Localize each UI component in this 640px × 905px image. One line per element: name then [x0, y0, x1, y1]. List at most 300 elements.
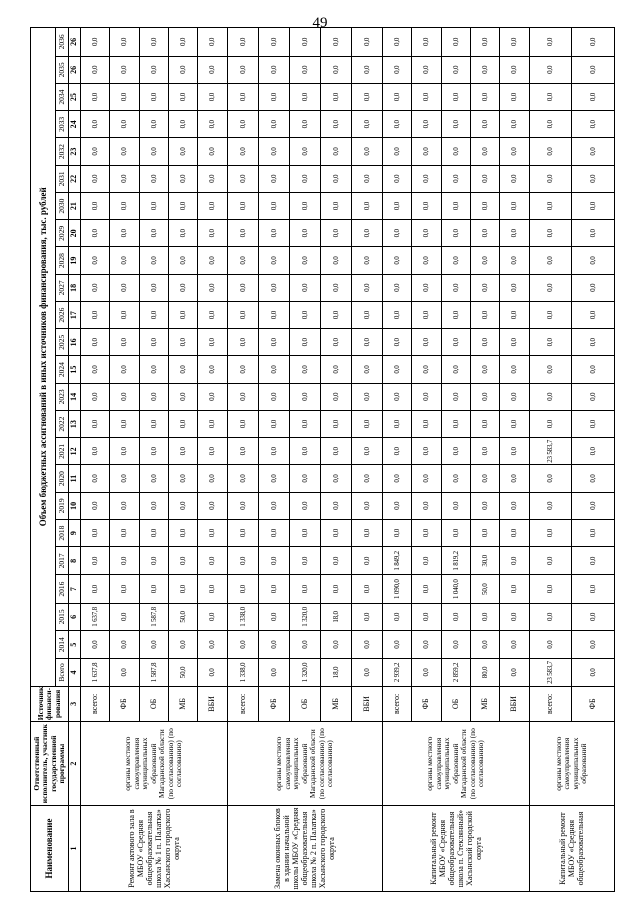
- total-cell: 0,0: [110, 659, 139, 686]
- value-cell: 0,0: [471, 465, 500, 492]
- value-cell: 0,0: [572, 247, 615, 274]
- header-year: 2019: [56, 492, 69, 519]
- value-cell: 0,0: [110, 165, 139, 192]
- value-cell: 0,0: [198, 631, 227, 659]
- value-cell: 0,0: [529, 410, 571, 437]
- value-cell: 0,0: [198, 410, 227, 437]
- source-cell: ФБ: [412, 686, 441, 722]
- value-cell: 50,0: [169, 603, 198, 630]
- value-cell: 0,0: [289, 28, 320, 57]
- value-cell: 0,0: [289, 301, 320, 328]
- value-cell: 0,0: [110, 56, 139, 83]
- program-name-cell: Ремонт актового зала в МБОУ «Средняя общеобразовательная школа № 1 п. Палатка» Хасынского городского округа: [81, 806, 228, 892]
- value-cell: 0,0: [198, 465, 227, 492]
- value-cell: 0,0: [351, 83, 382, 110]
- value-cell: 0,0: [110, 192, 139, 219]
- value-cell: 0,0: [529, 301, 571, 328]
- value-cell: 0,0: [139, 165, 168, 192]
- source-cell: ФБ: [258, 686, 289, 722]
- value-cell: 0,0: [572, 631, 615, 659]
- value-cell: 0,0: [500, 465, 529, 492]
- value-cell: 0,0: [320, 56, 351, 83]
- value-cell: 0,0: [572, 301, 615, 328]
- value-cell: 0,0: [81, 28, 110, 57]
- header-year: 2032: [56, 138, 69, 165]
- value-cell: 0,0: [169, 575, 198, 603]
- total-cell: 0,0: [258, 659, 289, 686]
- value-cell: 0,0: [139, 575, 168, 603]
- header-year: 2035: [56, 56, 69, 83]
- value-cell: 0,0: [81, 165, 110, 192]
- value-cell: 1 587,8: [139, 603, 168, 630]
- value-cell: 0,0: [289, 575, 320, 603]
- value-cell: 0,0: [529, 274, 571, 301]
- header-year: 2027: [56, 274, 69, 301]
- value-cell: 0,0: [383, 138, 412, 165]
- total-cell: 2 939,2: [383, 659, 412, 686]
- value-cell: 0,0: [529, 465, 571, 492]
- value-cell: 0,0: [383, 329, 412, 356]
- value-cell: 0,0: [500, 631, 529, 659]
- total-cell: 0,0: [351, 659, 382, 686]
- header-year: 2017: [56, 547, 69, 575]
- column-number: 18: [69, 274, 81, 301]
- value-cell: 0,0: [258, 301, 289, 328]
- value-cell: 0,0: [529, 165, 571, 192]
- column-number: 16: [69, 329, 81, 356]
- value-cell: 0,0: [500, 410, 529, 437]
- value-cell: 0,0: [441, 247, 470, 274]
- value-cell: 0,0: [351, 492, 382, 519]
- value-cell: 0,0: [289, 383, 320, 410]
- value-cell: 0,0: [169, 83, 198, 110]
- value-cell: 0,0: [139, 274, 168, 301]
- header-year: 2018: [56, 519, 69, 546]
- table-row: [81, 28, 110, 892]
- value-cell: 0,0: [441, 301, 470, 328]
- value-cell: 0,0: [351, 547, 382, 575]
- value-cell: 0,0: [412, 192, 441, 219]
- value-cell: 0,0: [441, 83, 470, 110]
- column-number: 9: [69, 519, 81, 546]
- value-cell: 0,0: [572, 329, 615, 356]
- total-cell: 0,0: [572, 659, 615, 686]
- value-cell: 0,0: [320, 111, 351, 138]
- value-cell: 0,0: [441, 28, 470, 57]
- value-cell: 0,0: [110, 329, 139, 356]
- value-cell: 0,0: [500, 165, 529, 192]
- value-cell: 1 338,0: [227, 603, 258, 630]
- value-cell: 0,0: [198, 383, 227, 410]
- source-cell: ВБИ: [500, 686, 529, 722]
- value-cell: 0,0: [529, 356, 571, 383]
- header-year: 2034: [56, 83, 69, 110]
- value-cell: 0,0: [572, 438, 615, 465]
- value-cell: 0,0: [529, 547, 571, 575]
- value-cell: 0,0: [139, 465, 168, 492]
- responsible-cell: органы местного самоуправления муниципальных образований Магаданской области (по согласованию) (по согласованию): [227, 722, 382, 806]
- value-cell: 0,0: [351, 247, 382, 274]
- value-cell: 0,0: [441, 465, 470, 492]
- header-year: 2026: [56, 301, 69, 328]
- value-cell: 0,0: [412, 603, 441, 630]
- value-cell: 0,0: [289, 329, 320, 356]
- value-cell: 0,0: [81, 247, 110, 274]
- column-number: 13: [69, 410, 81, 437]
- source-cell: ФБ: [110, 686, 139, 722]
- value-cell: 0,0: [258, 547, 289, 575]
- value-cell: 0,0: [412, 165, 441, 192]
- value-cell: 0,0: [198, 220, 227, 247]
- value-cell: 0,0: [351, 410, 382, 437]
- value-cell: 0,0: [572, 410, 615, 437]
- value-cell: 0,0: [227, 329, 258, 356]
- value-cell: 0,0: [81, 111, 110, 138]
- value-cell: 0,0: [412, 438, 441, 465]
- table-row: [383, 28, 412, 892]
- total-cell: 1 587,8: [139, 659, 168, 686]
- source-cell: ВБИ: [351, 686, 382, 722]
- value-cell: 0,0: [351, 465, 382, 492]
- source-cell: МБ: [320, 686, 351, 722]
- value-cell: 0,0: [383, 603, 412, 630]
- value-cell: 0,0: [500, 356, 529, 383]
- value-cell: 0,0: [320, 301, 351, 328]
- value-cell: 0,0: [169, 301, 198, 328]
- value-cell: 0,0: [81, 465, 110, 492]
- value-cell: 0,0: [169, 356, 198, 383]
- source-cell: ФБ: [572, 686, 615, 722]
- column-numbers-row: [69, 28, 81, 892]
- value-cell: 0,0: [227, 56, 258, 83]
- value-cell: 0,0: [169, 465, 198, 492]
- value-cell: 0,0: [258, 83, 289, 110]
- value-cell: 0,0: [471, 28, 500, 57]
- value-cell: 0,0: [110, 603, 139, 630]
- value-cell: 0,0: [169, 165, 198, 192]
- value-cell: 0,0: [81, 83, 110, 110]
- responsible-cell: органы местного самоуправления муниципальных образований: [529, 722, 614, 806]
- value-cell: 0,0: [169, 28, 198, 57]
- value-cell: 0,0: [383, 83, 412, 110]
- value-cell: 0,0: [383, 383, 412, 410]
- total-cell: 2 859,2: [441, 659, 470, 686]
- value-cell: 0,0: [412, 631, 441, 659]
- value-cell: 0,0: [412, 356, 441, 383]
- value-cell: 0,0: [471, 438, 500, 465]
- value-cell: 0,0: [572, 111, 615, 138]
- value-cell: 0,0: [441, 492, 470, 519]
- value-cell: 0,0: [500, 603, 529, 630]
- header-responsible: Ответственный исполнитель, участник государственной программы: [31, 722, 69, 806]
- value-cell: 0,0: [227, 631, 258, 659]
- value-cell: 0,0: [139, 356, 168, 383]
- value-cell: 0,0: [289, 111, 320, 138]
- value-cell: 0,0: [110, 301, 139, 328]
- value-cell: 0,0: [110, 492, 139, 519]
- value-cell: 0,0: [529, 56, 571, 83]
- value-cell: 0,0: [351, 165, 382, 192]
- value-cell: 0,0: [351, 56, 382, 83]
- value-cell: 0,0: [471, 83, 500, 110]
- value-cell: 0,0: [110, 547, 139, 575]
- value-cell: 0,0: [383, 220, 412, 247]
- value-cell: 0,0: [139, 247, 168, 274]
- value-cell: 0,0: [441, 220, 470, 247]
- value-cell: 0,0: [110, 83, 139, 110]
- responsible-cell: органы местного самоуправления муниципальных образований Магаданской области (по согласованию) (по согласованию): [81, 722, 228, 806]
- value-cell: 0,0: [258, 28, 289, 57]
- value-cell: 0,0: [500, 383, 529, 410]
- value-cell: 30,0: [471, 547, 500, 575]
- value-cell: 0,0: [81, 56, 110, 83]
- value-cell: 0,0: [289, 138, 320, 165]
- value-cell: 0,0: [383, 165, 412, 192]
- value-cell: 0,0: [289, 492, 320, 519]
- column-number: 24: [69, 111, 81, 138]
- value-cell: 0,0: [320, 329, 351, 356]
- value-cell: 0,0: [258, 410, 289, 437]
- value-cell: 0,0: [81, 220, 110, 247]
- value-cell: 0,0: [289, 56, 320, 83]
- value-cell: 0,0: [351, 28, 382, 57]
- value-cell: 0,0: [169, 438, 198, 465]
- value-cell: 0,0: [412, 329, 441, 356]
- value-cell: 0,0: [572, 519, 615, 546]
- header-year: 2031: [56, 165, 69, 192]
- value-cell: 0,0: [441, 519, 470, 546]
- value-cell: 0,0: [81, 192, 110, 219]
- value-cell: 0,0: [320, 192, 351, 219]
- value-cell: 0,0: [169, 192, 198, 219]
- value-cell: 0,0: [500, 28, 529, 57]
- value-cell: 0,0: [258, 356, 289, 383]
- value-cell: 0,0: [572, 575, 615, 603]
- column-number: 26: [69, 56, 81, 83]
- value-cell: 0,0: [572, 28, 615, 57]
- value-cell: 0,0: [471, 519, 500, 546]
- value-cell: 0,0: [110, 465, 139, 492]
- value-cell: 0,0: [198, 274, 227, 301]
- value-cell: 0,0: [289, 547, 320, 575]
- table-row: [529, 28, 571, 892]
- value-cell: 0,0: [471, 329, 500, 356]
- total-cell: 50,0: [169, 659, 198, 686]
- value-cell: 0,0: [110, 438, 139, 465]
- value-cell: 0,0: [198, 165, 227, 192]
- column-number: 2: [69, 722, 81, 806]
- value-cell: 0,0: [227, 438, 258, 465]
- value-cell: 0,0: [289, 220, 320, 247]
- value-cell: 0,0: [169, 329, 198, 356]
- value-cell: 0,0: [383, 492, 412, 519]
- value-cell: 0,0: [110, 220, 139, 247]
- value-cell: 0,0: [320, 274, 351, 301]
- value-cell: 0,0: [110, 410, 139, 437]
- header-total: Всего: [56, 659, 69, 686]
- value-cell: 0,0: [412, 547, 441, 575]
- value-cell: 0,0: [227, 165, 258, 192]
- value-cell: 0,0: [471, 165, 500, 192]
- value-cell: 0,0: [529, 603, 571, 630]
- value-cell: 0,0: [289, 438, 320, 465]
- responsible-cell: органы местного самоуправления муниципальных образований Магаданской области (по согласованию) (по согласованию): [383, 722, 530, 806]
- value-cell: 0,0: [169, 56, 198, 83]
- value-cell: 0,0: [441, 603, 470, 630]
- value-cell: 0,0: [258, 138, 289, 165]
- value-cell: 0,0: [412, 383, 441, 410]
- value-cell: 0,0: [383, 274, 412, 301]
- source-cell: ОБ: [289, 686, 320, 722]
- value-cell: 0,0: [471, 356, 500, 383]
- value-cell: 0,0: [572, 465, 615, 492]
- value-cell: 0,0: [320, 356, 351, 383]
- value-cell: 0,0: [529, 83, 571, 110]
- value-cell: 0,0: [198, 492, 227, 519]
- value-cell: 0,0: [471, 492, 500, 519]
- rotated-table-container: [30, 27, 615, 892]
- value-cell: 0,0: [258, 274, 289, 301]
- header-year: 2015: [56, 603, 69, 630]
- column-number: 4: [69, 659, 81, 686]
- value-cell: 0,0: [169, 492, 198, 519]
- value-cell: 0,0: [81, 519, 110, 546]
- value-cell: 0,0: [227, 575, 258, 603]
- value-cell: 0,0: [500, 547, 529, 575]
- value-cell: 1 819,2: [441, 547, 470, 575]
- value-cell: 0,0: [227, 28, 258, 57]
- source-cell: ОБ: [441, 686, 470, 722]
- value-cell: 0,0: [169, 247, 198, 274]
- value-cell: 0,0: [500, 301, 529, 328]
- value-cell: 0,0: [110, 519, 139, 546]
- value-cell: 0,0: [320, 83, 351, 110]
- value-cell: 0,0: [227, 465, 258, 492]
- value-cell: 0,0: [289, 274, 320, 301]
- column-number: 5: [69, 631, 81, 659]
- value-cell: 0,0: [258, 56, 289, 83]
- value-cell: 0,0: [258, 519, 289, 546]
- value-cell: 0,0: [441, 274, 470, 301]
- program-name-cell: Замена оконных блоков в здании начальной школы МБОУ «Средняя общеобразовательная школа № 2 п. Палатка» Хасынского городского округа: [227, 806, 382, 892]
- value-cell: 0,0: [412, 410, 441, 437]
- value-cell: 0,0: [139, 438, 168, 465]
- value-cell: 0,0: [320, 547, 351, 575]
- value-cell: 0,0: [139, 220, 168, 247]
- column-number: 8: [69, 547, 81, 575]
- value-cell: 0,0: [529, 192, 571, 219]
- value-cell: 0,0: [383, 438, 412, 465]
- value-cell: 0,0: [471, 111, 500, 138]
- value-cell: 0,0: [471, 383, 500, 410]
- value-cell: 0,0: [198, 547, 227, 575]
- value-cell: 0,0: [383, 356, 412, 383]
- column-number: 11: [69, 465, 81, 492]
- value-cell: 0,0: [351, 301, 382, 328]
- value-cell: 0,0: [572, 192, 615, 219]
- value-cell: 0,0: [412, 28, 441, 57]
- value-cell: 0,0: [383, 465, 412, 492]
- value-cell: 0,0: [351, 138, 382, 165]
- value-cell: 0,0: [289, 356, 320, 383]
- value-cell: 0,0: [320, 575, 351, 603]
- value-cell: 1 320,0: [289, 603, 320, 630]
- header-year: 2022: [56, 410, 69, 437]
- value-cell: 0,0: [351, 603, 382, 630]
- value-cell: 0,0: [351, 192, 382, 219]
- header-name: Наименование: [31, 806, 69, 892]
- value-cell: 0,0: [500, 519, 529, 546]
- value-cell: 0,0: [227, 547, 258, 575]
- value-cell: 0,0: [572, 138, 615, 165]
- source-cell: ВБИ: [198, 686, 227, 722]
- value-cell: 0,0: [572, 165, 615, 192]
- value-cell: 0,0: [258, 247, 289, 274]
- value-cell: 0,0: [139, 329, 168, 356]
- column-number: 26: [69, 28, 81, 57]
- value-cell: 0,0: [81, 492, 110, 519]
- value-cell: 0,0: [412, 56, 441, 83]
- value-cell: 0,0: [227, 247, 258, 274]
- page-number: 49: [312, 15, 328, 31]
- value-cell: 0,0: [169, 138, 198, 165]
- value-cell: 0,0: [198, 192, 227, 219]
- value-cell: 0,0: [198, 603, 227, 630]
- total-cell: 0,0: [198, 659, 227, 686]
- value-cell: 0,0: [412, 247, 441, 274]
- value-cell: 0,0: [441, 438, 470, 465]
- value-cell: 0,0: [572, 356, 615, 383]
- value-cell: 0,0: [227, 383, 258, 410]
- total-cell: 80,0: [471, 659, 500, 686]
- value-cell: 0,0: [383, 301, 412, 328]
- column-number: 20: [69, 220, 81, 247]
- value-cell: 0,0: [412, 220, 441, 247]
- value-cell: 0,0: [441, 356, 470, 383]
- value-cell: 0,0: [471, 220, 500, 247]
- value-cell: 0,0: [110, 28, 139, 57]
- value-cell: 0,0: [351, 631, 382, 659]
- value-cell: 0,0: [351, 329, 382, 356]
- total-cell: 1 320,0: [289, 659, 320, 686]
- value-cell: 0,0: [441, 138, 470, 165]
- column-number: 23: [69, 138, 81, 165]
- value-cell: 0,0: [572, 547, 615, 575]
- value-cell: 0,0: [81, 438, 110, 465]
- value-cell: 0,0: [320, 28, 351, 57]
- value-cell: 0,0: [139, 383, 168, 410]
- value-cell: 0,0: [412, 575, 441, 603]
- value-cell: 0,0: [320, 138, 351, 165]
- column-number: 21: [69, 192, 81, 219]
- table-row: [227, 28, 258, 892]
- value-cell: 0,0: [139, 301, 168, 328]
- value-cell: 0,0: [441, 383, 470, 410]
- value-cell: 0,0: [383, 410, 412, 437]
- value-cell: 0,0: [441, 410, 470, 437]
- total-cell: 0,0: [500, 659, 529, 686]
- value-cell: 0,0: [289, 83, 320, 110]
- header-year: 2014: [56, 631, 69, 659]
- value-cell: 1 849,2: [383, 547, 412, 575]
- value-cell: 0,0: [383, 631, 412, 659]
- value-cell: 0,0: [169, 111, 198, 138]
- table-body: [81, 28, 615, 892]
- value-cell: 0,0: [110, 631, 139, 659]
- value-cell: 0,0: [471, 274, 500, 301]
- header-year: 2016: [56, 575, 69, 603]
- column-number: 6: [69, 603, 81, 630]
